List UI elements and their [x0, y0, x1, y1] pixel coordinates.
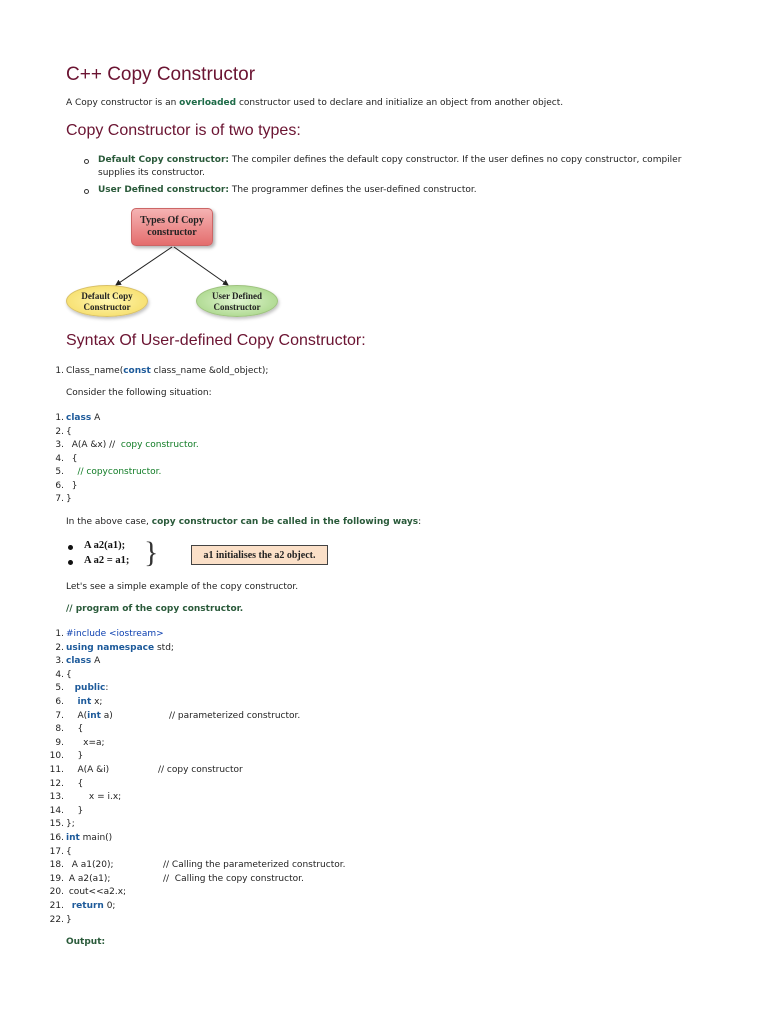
- code-comment: // copyconstructor.: [77, 467, 162, 477]
- code-line: [66, 629, 164, 639]
- line-number: 17.: [49, 846, 64, 857]
- node-label: Types Of Copy: [140, 215, 204, 226]
- line-number: 4.: [55, 669, 64, 680]
- code-text: }: [66, 751, 84, 762]
- node-label: User Defined: [211, 291, 263, 301]
- code-keyword: int: [87, 710, 101, 721]
- code-text: }: [66, 914, 72, 925]
- code-comment: // Calling the copy constructor.: [163, 873, 304, 884]
- line-number: 5.: [55, 467, 64, 477]
- way-item: A a2(a1);: [84, 540, 126, 551]
- type-term: Default Copy constructor:: [98, 155, 230, 165]
- code-line: [66, 915, 72, 925]
- page-title: C++ Copy Constructor: [66, 64, 256, 85]
- code-line: [66, 847, 72, 857]
- node-label: constructor: [147, 227, 197, 238]
- line-number: 9.: [55, 737, 64, 748]
- code-text: {: [66, 724, 84, 735]
- code-text: A a2(a1);: [66, 873, 111, 884]
- code-text: {: [66, 846, 72, 857]
- code-text: A: [91, 656, 101, 667]
- code-text: 0;: [103, 901, 116, 911]
- line-number: 11.: [49, 765, 64, 775]
- line-number: 1.: [55, 366, 64, 376]
- syntax-line: [66, 366, 268, 376]
- way-item: A a2 = a1;: [84, 555, 130, 566]
- code-text: main(): [79, 833, 113, 843]
- code-line: [66, 711, 113, 721]
- code-text: x = i.x;: [66, 792, 122, 803]
- code-text: {: [66, 426, 72, 437]
- bullet-icon: [68, 560, 73, 565]
- bullet-icon: [68, 545, 73, 550]
- note-box: a1 initialises the a2 object.: [191, 545, 328, 565]
- type-desc: The compiler defines the default copy constructor. If the user defines no copy constructor, compiler: [231, 155, 682, 165]
- code-text: A: [91, 413, 101, 423]
- code-include: #include <iostream>: [66, 629, 164, 639]
- code-line: [66, 806, 83, 816]
- code-keyword: class: [66, 413, 92, 423]
- code-text: }: [66, 494, 72, 504]
- code-text: x;: [91, 697, 103, 707]
- code-line: [66, 860, 114, 870]
- code-keyword: return: [71, 901, 104, 911]
- code-line: [66, 494, 72, 504]
- code-line: [66, 874, 110, 884]
- code-text: {: [66, 778, 84, 789]
- connector-right: [174, 247, 228, 285]
- called-colon: :: [418, 517, 422, 527]
- code-text: }: [66, 805, 84, 816]
- program-comment: // program of the copy constructor.: [66, 604, 244, 614]
- intro-text: A Copy constructor is an: [66, 98, 180, 108]
- code-line: [66, 697, 102, 707]
- line-number: 4.: [55, 453, 64, 464]
- types-heading: Copy Constructor is of two types:: [66, 122, 301, 139]
- diagram-default-node: [66, 285, 148, 317]
- line-number: 12.: [49, 778, 64, 789]
- line-number: 3.: [55, 440, 64, 450]
- code-line: [66, 481, 77, 491]
- called-paragraph: [66, 516, 421, 529]
- code-line: [66, 467, 161, 477]
- code-line: [66, 683, 108, 693]
- type-term: User Defined constructor:: [98, 185, 229, 195]
- code-line: [66, 440, 199, 450]
- line-number: 22.: [49, 914, 64, 925]
- code-text: std;: [154, 642, 174, 653]
- code-line: [66, 724, 83, 734]
- node-label: Constructor: [213, 302, 261, 312]
- code-line: [66, 765, 109, 775]
- code-text: a): [100, 710, 113, 721]
- code-line: [66, 427, 72, 437]
- output-label: Output:: [66, 937, 106, 947]
- line-number: 18.: [49, 860, 64, 871]
- code-text: A(A &x) //: [66, 440, 116, 450]
- code-line: [66, 833, 112, 843]
- diagram-root-node: [131, 208, 213, 246]
- type-desc-continued: supplies its constructor.: [98, 168, 205, 178]
- diagram-user-node: [196, 285, 278, 317]
- code-keyword: using namespace: [66, 642, 155, 653]
- node-label: Default Copy: [81, 291, 133, 301]
- line-number: 16.: [49, 833, 64, 843]
- code-text: :: [105, 683, 109, 694]
- syntax-heading: Syntax Of User-defined Copy Constructor:: [66, 332, 366, 349]
- code-line: [66, 670, 72, 680]
- code-text: [66, 697, 77, 707]
- code-text: A(A &i): [66, 765, 110, 775]
- code-line: [66, 819, 75, 829]
- line-number: 2.: [55, 642, 64, 653]
- line-number: 2.: [55, 426, 64, 437]
- node-label: Constructor: [83, 302, 131, 312]
- simple-example-text: Let's see a simple example of the copy constructor.: [66, 582, 299, 592]
- line-number: 13.: [49, 792, 64, 803]
- code-line: [66, 792, 121, 802]
- code-text: A a1(20);: [66, 860, 114, 871]
- code-text: A(: [66, 710, 88, 721]
- line-number: 1.: [55, 629, 64, 639]
- line-number: 5.: [55, 683, 64, 694]
- code-text: {: [66, 453, 78, 464]
- code-keyword: public: [74, 683, 106, 694]
- consider-text: Consider the following situation:: [66, 388, 212, 398]
- line-number: 7.: [55, 494, 64, 504]
- code-line: [66, 413, 100, 423]
- line-number: 7.: [55, 710, 64, 721]
- code-text: cout<<a2.x;: [66, 887, 127, 898]
- line-number: 21.: [49, 901, 64, 911]
- code-text: }: [66, 480, 78, 491]
- line-number: 3.: [55, 656, 64, 667]
- brace-icon: }: [144, 536, 159, 569]
- code-text: };: [66, 819, 75, 830]
- code-keyword: const: [123, 366, 151, 376]
- code-text: Class_name(: [66, 366, 124, 376]
- code-text: x=a;: [66, 737, 105, 748]
- line-number: 19.: [49, 873, 64, 884]
- connector-left: [116, 247, 172, 285]
- code-comment: // parameterized constructor.: [169, 710, 301, 721]
- code-text: class_name &old_object);: [150, 366, 269, 376]
- code-text: [66, 467, 77, 477]
- code-line: [66, 738, 105, 748]
- intro-highlight: overloaded: [179, 98, 237, 108]
- intro-text-end: constructor used to declare and initialize an object from another object.: [236, 98, 564, 108]
- line-number: 14.: [49, 805, 64, 816]
- code-keyword: class: [66, 656, 92, 667]
- line-number: 10.: [49, 751, 64, 762]
- line-number: 1.: [55, 413, 64, 423]
- code-text: [66, 683, 75, 693]
- called-text: In the above case,: [66, 517, 152, 527]
- line-number: 8.: [55, 724, 64, 735]
- code-keyword: int: [77, 697, 92, 707]
- line-number: 6.: [55, 697, 64, 707]
- code-comment: // copy constructor: [158, 765, 243, 775]
- type-desc: The programmer defines the user-defined constructor.: [231, 185, 477, 195]
- line-number: 15.: [49, 819, 64, 830]
- line-number: 20.: [49, 887, 64, 898]
- code-line: [66, 643, 174, 653]
- code-line: [66, 751, 83, 761]
- code-text: {: [66, 669, 72, 680]
- code-line: [66, 901, 115, 911]
- code-line: [66, 656, 100, 666]
- code-line: [66, 779, 83, 789]
- called-highlight: copy constructor: [151, 517, 238, 527]
- code-line: [66, 454, 77, 464]
- code-keyword: int: [66, 833, 80, 843]
- code-comment: copy constructor.: [115, 440, 199, 450]
- line-number: 6.: [55, 480, 64, 491]
- code-comment: // Calling the parameterized constructor.: [163, 860, 346, 871]
- called-highlight-rest: can be called in the following ways: [237, 517, 419, 527]
- code-line: [66, 887, 126, 897]
